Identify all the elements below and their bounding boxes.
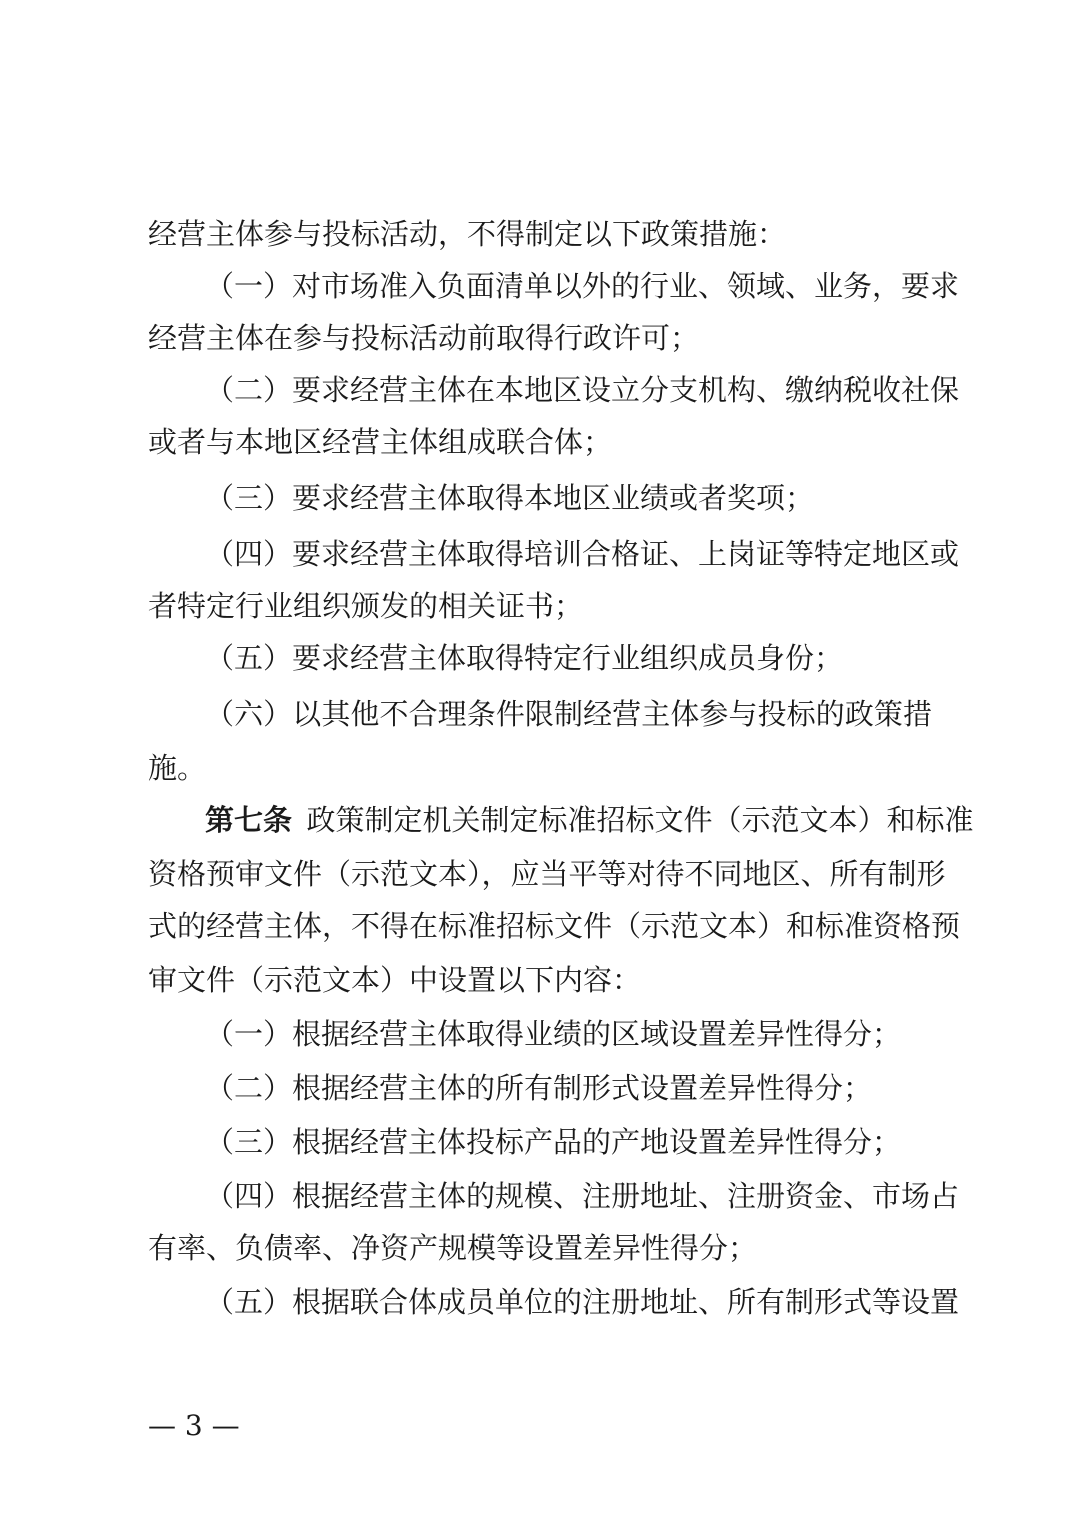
text-line: 或者与本地区经营主体组成联合体； [148, 425, 613, 459]
text-line: 有率、负债率、净资产规模等设置差异性得分； [148, 1231, 758, 1265]
text-line: 施。 [148, 751, 207, 785]
text-line: 式的经营主体，不得在标准招标文件（示范文本）和标准资格预 [148, 909, 961, 943]
text-line: 审文件（示范文本）中设置以下内容： [148, 963, 642, 997]
text-line: 者特定行业组织颁发的相关证书； [148, 589, 584, 623]
text-line: 政策制定机关制定标准招标文件（示范文本）和标准 [306, 803, 974, 837]
text-line: 资格预审文件（示范文本），应当平等对待不同地区、所有制形 [148, 857, 946, 891]
article-heading: 第七条 [205, 803, 293, 837]
text-line: （二）要求经营主体在本地区设立分支机构、缴纳税收社保 [205, 373, 960, 407]
text-line: （四）要求经营主体取得培训合格证、上岗证等特定地区或 [205, 537, 960, 571]
text-line: （一）对市场准入负面清单以外的行业、领域、业务，要求 [205, 269, 960, 303]
text-line: （一）根据经营主体取得业绩的区域设置差异性得分； [205, 1017, 902, 1051]
text-line: （三）根据经营主体投标产品的产地设置差异性得分； [205, 1125, 902, 1159]
text-line: （六）以其他不合理条件限制经营主体参与投标的政策措 [205, 697, 932, 731]
text-line: （二）根据经营主体的所有制形式设置差异性得分； [205, 1071, 873, 1105]
text-line: 经营主体参与投标活动，不得制定以下政策措施： [148, 217, 787, 251]
article-paragraph-first-line [205, 800, 974, 840]
text-line: （五）要求经营主体取得特定行业组织成员身份； [205, 641, 844, 675]
text-line: （四）根据经营主体的规模、注册地址、注册资金、市场占 [205, 1179, 960, 1213]
text-line: （五）根据联合体成员单位的注册地址、所有制形式等设置 [205, 1285, 960, 1319]
page-number: — 3 — [148, 1409, 240, 1442]
text-line: 经营主体在参与投标活动前取得行政许可； [148, 321, 700, 355]
text-line: （三）要求经营主体取得本地区业绩或者奖项； [205, 481, 815, 515]
